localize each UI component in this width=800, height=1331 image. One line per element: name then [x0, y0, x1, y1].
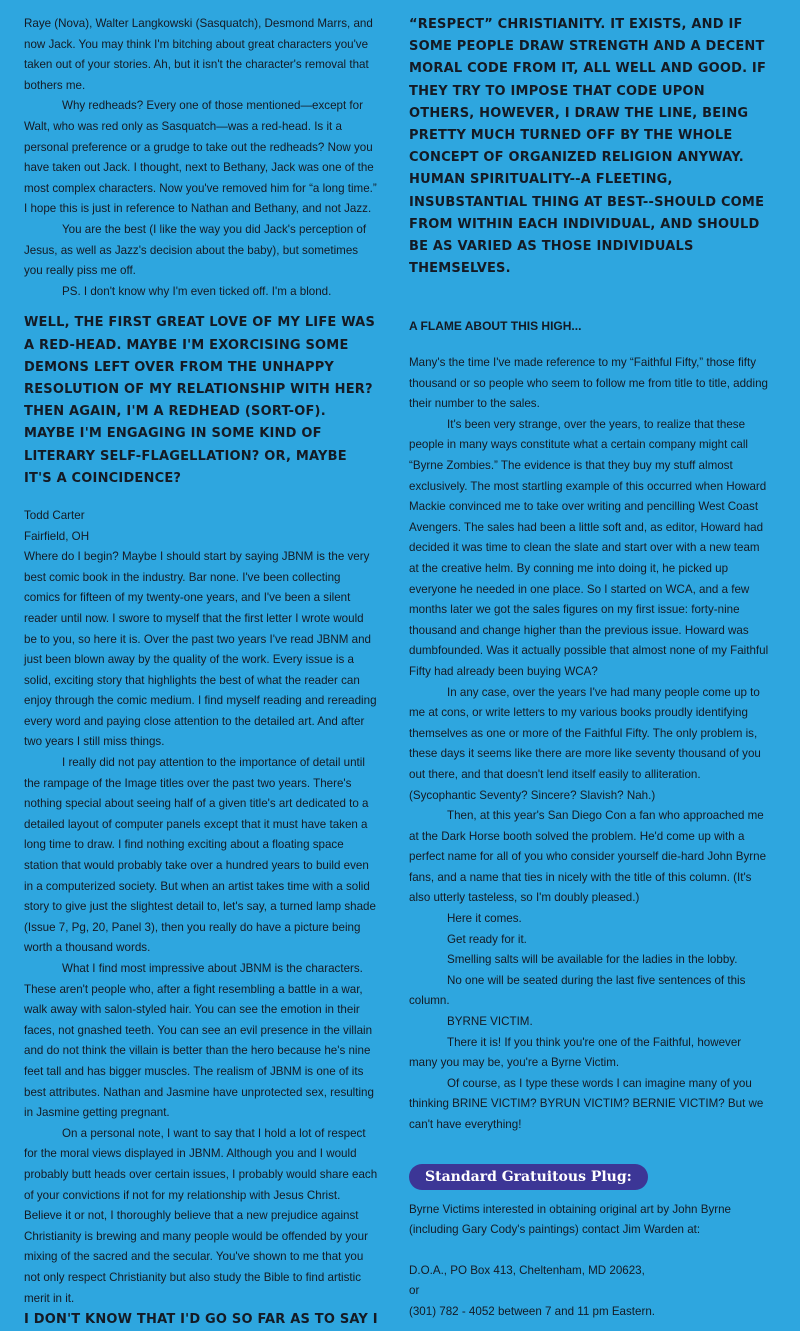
left-column [24, 14, 378, 1331]
essay-line: BYRNE VICTIM. [447, 1015, 533, 1029]
essay-paragraph: It's been very strange, over the years, to realize that these people in many ways constitute what a certain company might call “Byrne Zombies.” The evidence is that they buy my stuff almost exclusively. The most startling example of this occurred when Howard Mackie convinced me to take over writing and pencilling West Coast Avengers. The sales had been a little soft and, as editor, Howard had decided it was time to clean the slate and start over with a new team at the creative helm. By conning me into doing it, he picked up everyone he needed in one place. So I started on WCA, and a few months later we got the sales figures on my first issue: forty-nine thousand and change higher than the previous issue. Howard was dumbfounded. Was it actually possible that almost none of my Faithful Fifty had already been buying WCA? [409, 417, 769, 678]
letter-paragraph: I really did not pay attention to the importance of detail until the rampage of the Image titles over the past two years. There's nothing special about seeing half of a given title's art dedicated to a detailed layout of computer panels except that it must have taken a long time to draw. I find nothing exciting about a floating space station that would probably take over a hundred years to build even in a computerized society. But when an artist takes time with a solid story to give just the slightest detail to, let's say, a turned lamp shade (Issue 7, Pg, 20, Panel 3), then you really do have a picture being worth a thousand words. [24, 756, 376, 955]
essay-paragraph: Of course, as I type these words I can imagine many of you thinking BRINE VICTIM? BYRUN VICTIM? BERNIE VICTIM? But we can't have everything! [409, 1076, 764, 1131]
letter-paragraph: Raye (Nova), Walter Langkowski (Sasquatch), Desmond Marrs, and now Jack. You may think I'm bitching about great characters you've taken out of your stories. Ah, but it isn't the character's removal that bothers me. [24, 17, 373, 92]
editor-reply-continued: “RESPECT” CHRISTIANITY. IT EXISTS, AND IF SOME PEOPLE DRAW STRENGTH AND A DECENT MORAL CODE FROM IT, ALL WELL AND GOOD. IF THEY TRY TO IMPOSE THAT CODE UPON OTHERS, HOWEVER, I DRAW THE LINE, BEING PRETTY MUCH TURNED OFF BY THE WHOLE CONCEPT OF ORGANIZED RELIGION ANYWAY. HUMAN SPIRITUALITY--A FLEETING, INSUBSTANTIAL THING AT BEST--SHOULD COME FROM WITHIN EACH INDIVIDUAL, AND SHOULD BE AS VARIED AS THOSE INDIVIDUALS THEMSELVES. [409, 17, 767, 277]
address-or: or [409, 1284, 420, 1298]
plug-banner-wrap [409, 1164, 769, 1190]
essay-line: Get ready for it. [447, 932, 527, 946]
letter-paragraph: What I find most impressive about JBNM is the characters. These aren't people who, after a fight resembling a battle in a war, walk away with salon-styled hair. You can see the emotion in their faces, not gnashed teeth. You can see an evil presence in the villain and do not think the villain is better than the hero because he's nine feet tall and has bigger muscles. The realism of JBNM is one of its best attributes. Nathan and Jasmine have unprotected sex, resulting in Jasmine getting pregnant. [24, 962, 374, 1120]
phone-line: (301) 782 - 4052 between 7 and 11 pm Eastern. [409, 1304, 655, 1318]
essay-line: Smelling salts will be available for the ladies in the lobby. [447, 953, 738, 967]
essay-paragraph: Then, at this year's San Diego Con a fan who approached me at the Dark Horse booth solved the problem. He'd come up with a perfect name for all of you who consider yourself die-hard John Byrne fans, and a name that ties in nicely with the title of this column. (It's also utterly tasteless, so I'm doubly pleased.) [409, 809, 767, 905]
essay-line: No one will be seated during the last five sentences of this column. [409, 973, 746, 1008]
address-line: D.O.A., PO Box 413, Cheltenham, MD 20623, [409, 1263, 645, 1277]
letter-paragraph: Why redheads? Every one of those mentioned—except for Walt, who was red only as Sasquatch—was a red-head. Is it a personal preference or a grudge to take out the redheads? Now you have taken out Jack. I thought, next to Bethany, Jack was one of the most complex characters. Now you've removed him for “a long time.” I hope this is just in reference to Nathan and Bethany, and not Jazz. [24, 99, 377, 216]
right-column [409, 14, 769, 1323]
essay-paragraph: Many's the time I've made reference to my “Faithful Fifty,” those fifty thousand or so people who seem to follow me from title to title, adding their number to the sales. [409, 356, 768, 411]
signature-location: Fairfield, OH [24, 529, 90, 543]
essay-paragraph: In any case, over the years I've had many people come up to me at cons, or write letters to my various books proudly identifying themselves as one or more of the Faithful Fifty. The only problem is, these days it seems like there are more like seventy thousand of you out there, and that doesn't lend itself easily to alliteration. (Sycophantic Seventy? Sincere? Slavish? Nah.) [409, 685, 761, 802]
editor-reply-start: I DON'T KNOW THAT I'D GO SO FAR AS TO SAY I [24, 1312, 378, 1328]
column-heading: A FLAME ABOUT THIS HIGH... [409, 319, 582, 334]
letter-postscript: PS. I don't know why I'm even ticked off. I'm a blond. [62, 284, 332, 298]
plug-banner: Standard Gratuitous Plug: [409, 1164, 648, 1190]
essay-line: Here it comes. [447, 912, 522, 926]
letter-paragraph: Where do I begin? Maybe I should start by saying JBNM is the very best comic book in the industry. Bar none. I've been collecting comics for fifteen of my twenty-one years, and I've been a silent reader until now. I swore to myself that the first letter I wrote would be to you, so here it is. Over the past two years I've read JBNM and just been blown away by the quality of the work. Every issue is a solid, exciting story that highlights the best of what the reader can enjoy through the comic medium. I find myself reading and rereading every word and paying close attention to the detailed art. And after two years I still miss things. [24, 550, 377, 749]
editor-reply: WELL, THE FIRST GREAT LOVE OF MY LIFE WAS A RED-HEAD. MAYBE I'M EXORCISING SOME DEMONS LEFT OVER FROM THE UNHAPPY RESOLUTION OF MY RELATIONSHIP WITH HER? THEN AGAIN, I'M A REDHEAD (SORT-OF). MAYBE I'M ENGAGING IN SOME KIND OF LITERARY SELF-FLAGELLATION? OR, MAYBE IT'S A COINCIDENCE? [24, 315, 376, 486]
letter-paragraph: You are the best (I like the way you did Jack's perception of Jesus, as well as Jazz's decision about the baby), but sometimes you really piss me off. [24, 222, 367, 278]
essay-paragraph: There it is! If you think you're one of the Faithful, however many you may be, you're a Byrne Victim. [409, 1035, 742, 1070]
letter-paragraph: On a personal note, I want to say that I hold a lot of respect for the moral views displayed in JBNM. Although you and I would probably butt heads over certain issues, I probably would share each of your convictions if not for my relationship with Jesus Christ. Believe it or not, I thoroughly believe that a new prejudice against Christianity is brewing and many people would be offended by your mixing of the sacred and the secular. You've shown to me that you not only respect Christianity but also study the Bible to find artistic merit in it. [24, 1126, 378, 1305]
signature-name: Todd Carter [24, 508, 85, 522]
plug-text: Byrne Victims interested in obtaining original art by John Byrne (including Gary Cody's paintings) contact Jim Warden at: [409, 1202, 732, 1237]
